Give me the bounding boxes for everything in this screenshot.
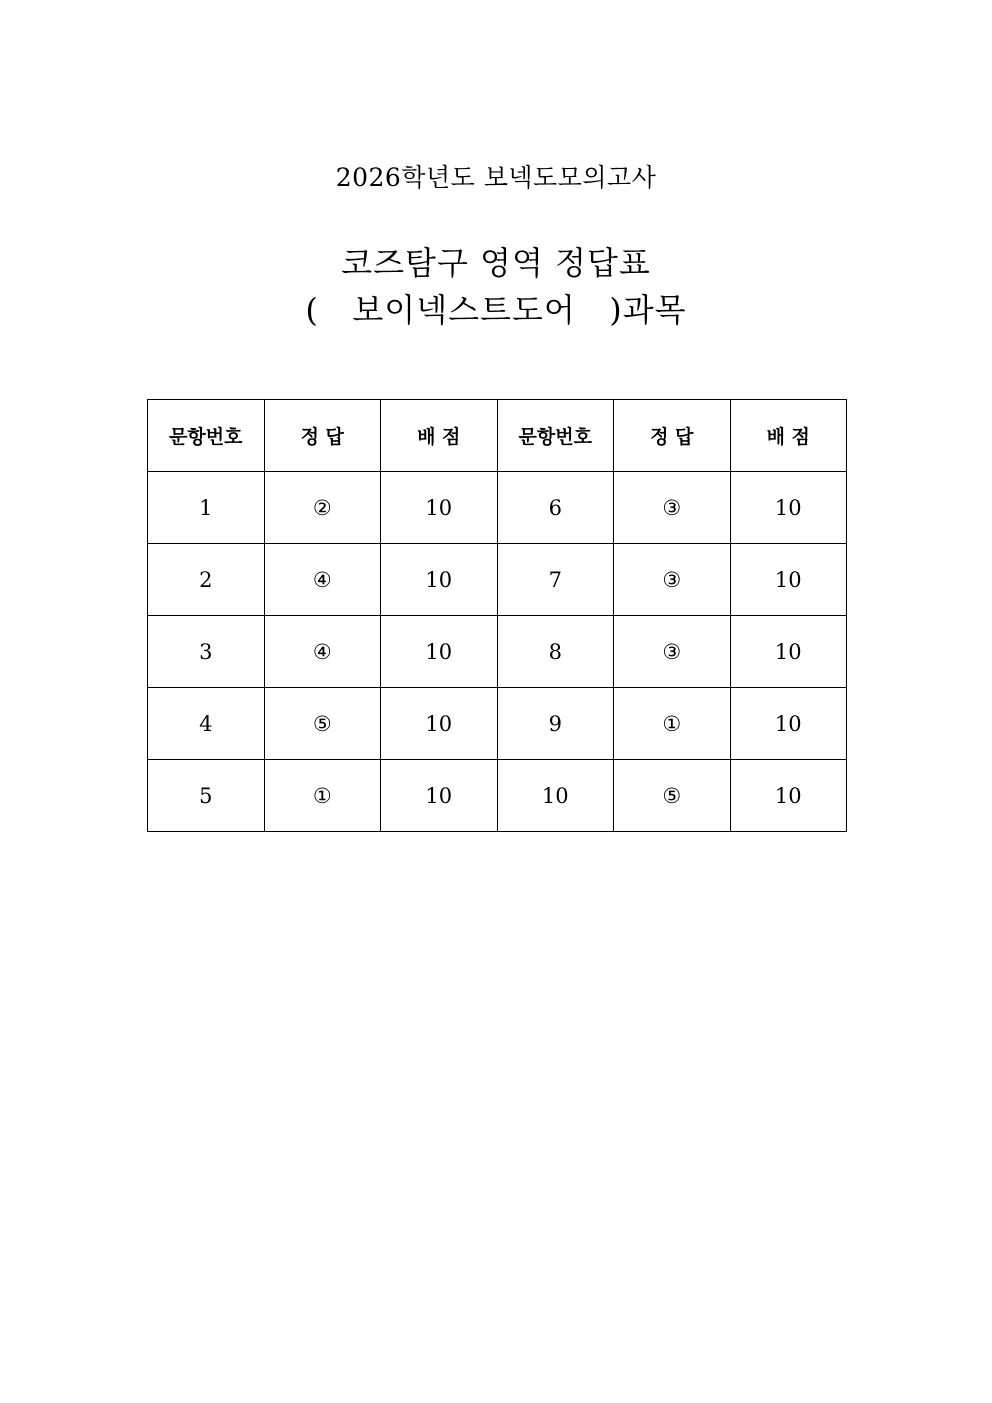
points-cell: 10 bbox=[730, 472, 847, 544]
header-answer: 정 답 bbox=[264, 400, 381, 472]
question-number-cell: 4 bbox=[148, 688, 265, 760]
points-cell: 10 bbox=[730, 688, 847, 760]
points-cell: 10 bbox=[730, 616, 847, 688]
points-cell: 10 bbox=[381, 760, 498, 832]
header-question-number: 문항번호 bbox=[497, 400, 614, 472]
header-question-number: 문항번호 bbox=[148, 400, 265, 472]
area-title: 코즈탐구 영역 정답표 bbox=[341, 244, 651, 282]
question-number-cell: 7 bbox=[497, 544, 614, 616]
answer-cell: ④ bbox=[264, 544, 381, 616]
header-points: 배 점 bbox=[381, 400, 498, 472]
header-row bbox=[148, 400, 847, 472]
answer-cell: ② bbox=[264, 472, 381, 544]
answer-cell: ④ bbox=[264, 616, 381, 688]
points-cell: 10 bbox=[381, 688, 498, 760]
answer-cell: ① bbox=[614, 688, 731, 760]
answer-table bbox=[147, 399, 847, 832]
table-row bbox=[148, 760, 847, 832]
table-row bbox=[148, 544, 847, 616]
header-points: 배 점 bbox=[730, 400, 847, 472]
question-number-cell: 5 bbox=[148, 760, 265, 832]
answer-cell: ⑤ bbox=[264, 688, 381, 760]
header-answer: 정 답 bbox=[614, 400, 731, 472]
question-number-cell: 6 bbox=[497, 472, 614, 544]
subject-line: ( 보이넥스트도어 )과목 bbox=[305, 291, 687, 329]
question-number-cell: 9 bbox=[497, 688, 614, 760]
answer-cell: ③ bbox=[614, 544, 731, 616]
question-number-cell: 10 bbox=[497, 760, 614, 832]
question-number-cell: 2 bbox=[148, 544, 265, 616]
points-cell: 10 bbox=[381, 616, 498, 688]
points-cell: 10 bbox=[381, 472, 498, 544]
answer-cell: ① bbox=[264, 760, 381, 832]
points-cell: 10 bbox=[730, 544, 847, 616]
question-number-cell: 1 bbox=[148, 472, 265, 544]
points-cell: 10 bbox=[381, 544, 498, 616]
answer-cell: ⑤ bbox=[614, 760, 731, 832]
table-row bbox=[148, 688, 847, 760]
question-number-cell: 3 bbox=[148, 616, 265, 688]
table-row bbox=[148, 472, 847, 544]
points-cell: 10 bbox=[730, 760, 847, 832]
exam-title: 2026학년도 보넥도모의고사 bbox=[335, 163, 657, 192]
table-row bbox=[148, 616, 847, 688]
answer-cell: ③ bbox=[614, 616, 731, 688]
question-number-cell: 8 bbox=[497, 616, 614, 688]
answer-cell: ③ bbox=[614, 472, 731, 544]
